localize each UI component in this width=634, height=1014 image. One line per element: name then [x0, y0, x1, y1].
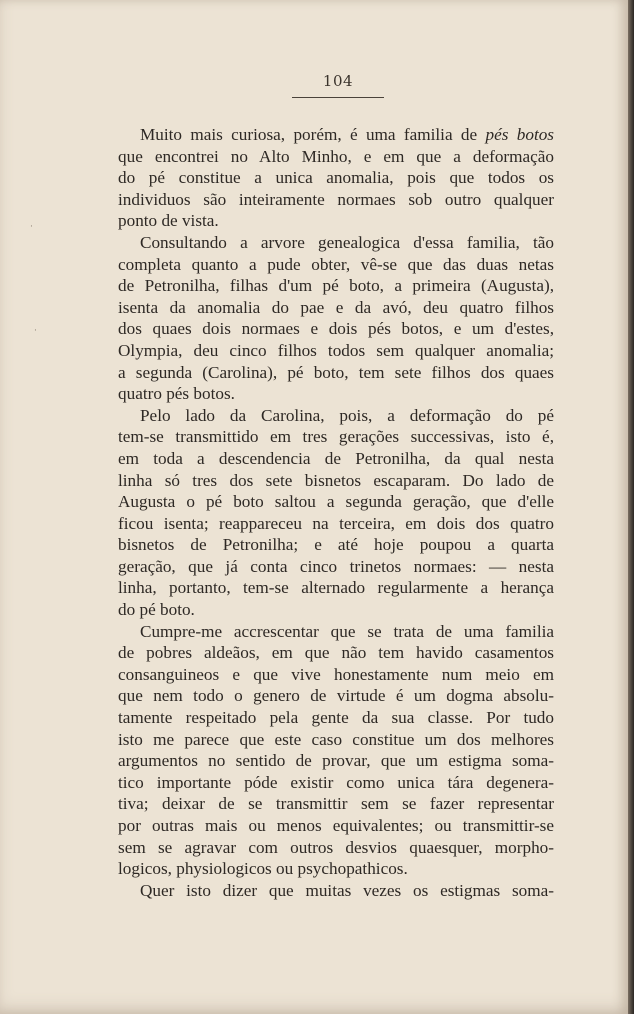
- margin-speck: ·: [30, 222, 33, 232]
- page-number: 104: [322, 72, 354, 90]
- text-line: linha, portanto, tem-se alternado regularmente a herança: [118, 578, 554, 598]
- page-number-rule: [292, 97, 384, 98]
- text-line: argumentos no sentido de provar, que um estigma soma-: [118, 751, 554, 771]
- text-line: tamente respeitado pela gente da sua classe. Por tudo: [118, 708, 554, 728]
- text-line: a segunda (Carolina), pé boto, tem sete filhos dos quaes: [118, 362, 554, 382]
- text-line: isto me parece que este caso constitue um dos melhores: [118, 729, 554, 749]
- margin-speck: ·: [34, 326, 37, 336]
- text-line: Consultando a arvore genealogica d'essa familia, tão: [140, 232, 554, 252]
- text-line: em toda a descendencia de Petronilha, da qual nesta: [118, 448, 554, 468]
- text-line: consanguineos e que vive honestamente num meio em: [118, 664, 554, 684]
- text-line: Olympia, deu cinco filhos todos sem qualquer anomalia;: [118, 340, 554, 360]
- text-line: sem se agravar com outros desvios quaesquer, morpho-: [118, 837, 554, 857]
- text-line: de Petronilha, filhas d'um pé boto, a primeira (Augusta),: [118, 276, 554, 296]
- text-line: quatro pés botos.: [118, 384, 235, 404]
- text-line: do pé constitue a unica anomalia, pois que todos os: [118, 168, 554, 188]
- text-line: Quer isto dizer que muitas vezes os estigmas soma-: [140, 880, 554, 900]
- body-text: [118, 124, 554, 901]
- text-line: Cumpre-me accrescentar que se trata de uma familia: [140, 621, 554, 641]
- text-line: tiva; deixar de se transmittir sem se fazer representar: [118, 794, 554, 814]
- text-line: logicos, physiologicos ou psychopathicos.: [118, 859, 408, 879]
- text-line: individuos são inteiramente normaes sob outro qualquer: [118, 189, 554, 209]
- text-line: Pelo lado da Carolina, pois, a deformação do pé: [140, 405, 554, 425]
- page-edge-shadow: [628, 0, 634, 1014]
- italic-term: pés botos: [485, 125, 554, 144]
- text-line: tico importante póde existir como unica tára degenera-: [118, 772, 554, 792]
- text-line: completa quanto a pude obter, vê-se que das duas netas: [118, 254, 554, 274]
- text-line: tem-se transmittido em tres gerações successivas, isto é,: [118, 427, 554, 447]
- text-line: geração, que já conta cinco trinetos normaes: — nesta: [118, 556, 554, 576]
- text-line: linha só tres dos sete bisnetos escaparam. Do lado de: [118, 470, 554, 490]
- text-line: do pé boto.: [118, 600, 195, 620]
- text-line: Muito mais curiosa, porém, é uma familia de pés botos: [140, 125, 554, 144]
- text-line: que encontrei no Alto Minho, e em que a deformação: [118, 146, 554, 166]
- text-line: dos quaes dois normaes e dois pés botos, e um d'estes,: [118, 319, 554, 339]
- text-line: bisnetos de Petronilha; e até hoje poupou a quarta: [118, 535, 554, 555]
- text-line: ponto de vista.: [118, 211, 219, 231]
- text-line: isenta da anomalia do pae e da avó, deu quatro filhos: [118, 297, 554, 317]
- text-line: Augusta o pé boto saltou a segunda geração, que d'elle: [118, 492, 554, 512]
- text-line: de pobres aldeãos, em que não tem havido casamentos: [118, 643, 554, 663]
- text-line: por outras mais ou menos equivalentes; ou transmittir-se: [118, 816, 554, 835]
- text-line: que nem todo o genero de virtude é um dogma absolu-: [118, 686, 554, 706]
- text-line: ficou isenta; reappareceu na terceira, em dois dos quatro: [118, 513, 554, 533]
